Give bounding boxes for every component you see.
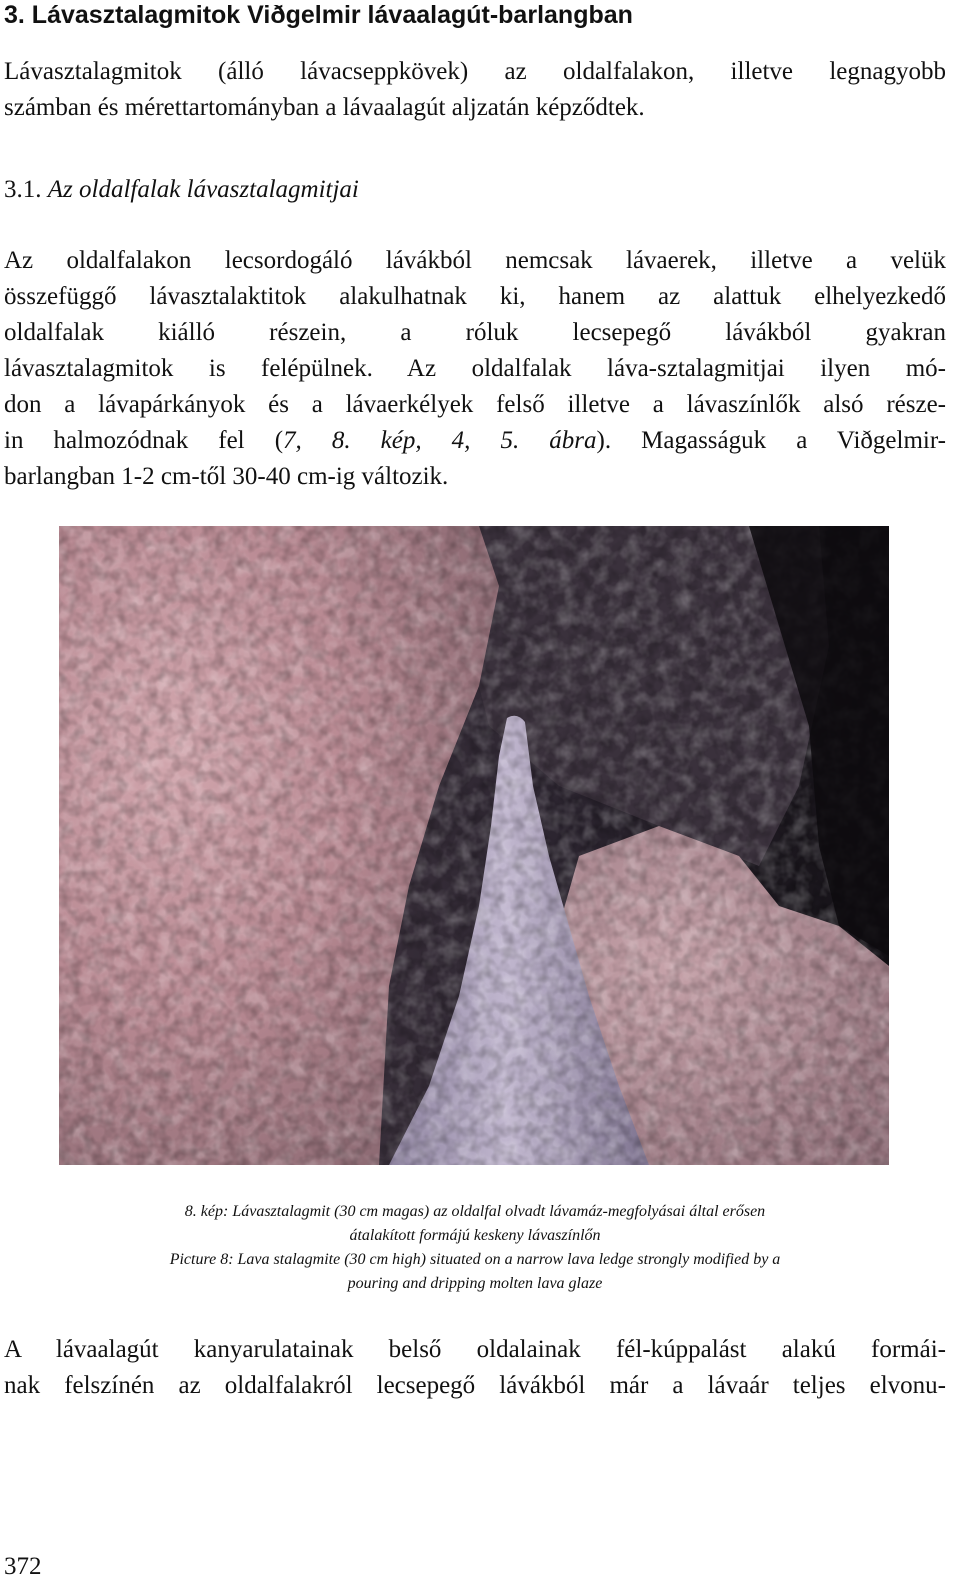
caption-english: pouring and dripping molten lava glaze	[347, 1275, 603, 1292]
text-line: barlangban 1-2 cm-től 30-40 cm-ig változik.	[4, 463, 449, 490]
text-fragment: in halmozódnak fel (	[4, 427, 284, 454]
subsection-number: 3.1.	[4, 176, 42, 203]
text-line-with-reference	[4, 423, 946, 459]
text-line: lávasztalagmitok is felépülnek. Az oldalfalak láva-sztalagmitjai ilyen mó-	[4, 355, 946, 382]
text-line: Lávasztalagmitok (álló lávacseppkövek) az oldalfalakon, illetve legnagyobb	[4, 58, 946, 85]
section-heading: 3. Lávasztalagmitok Viðgelmir lávaalagút-barlangban	[4, 1, 633, 29]
figure-reference: 7, 8. kép, 4, 5. ábra	[283, 427, 597, 454]
page-number: 372	[4, 1553, 42, 1580]
text-line: oldalfalak kiálló részein, a róluk lecsepegő lávákból gyakran	[4, 319, 946, 346]
body-paragraph-2	[4, 1332, 946, 1404]
caption-hungarian: 8. kép: Lávasztalagmit (30 cm magas) az oldalfal olvadt lávamáz-megfolyásai által erősen	[184, 1203, 766, 1220]
text-line: számban és mérettartományban a lávaalagút aljzatán képződtek.	[4, 94, 645, 121]
subsection-title: Az oldalfalak lávasztalagmitjai	[47, 176, 359, 203]
subsection-heading	[4, 172, 359, 208]
text-line: A lávaalagút kanyarulatainak belső oldalainak fél-kúppalást alakú formái-	[4, 1336, 946, 1363]
text-fragment: ). Magasságuk a Viðgelmir-	[596, 427, 946, 454]
text-line: Az oldalfalakon lecsordogáló lávákból nemcsak lávaerek, illetve a velük	[4, 247, 946, 274]
caption-english: Picture 8: Lava stalagmite (30 cm high) situated on a narrow lava ledge strongly modified by a	[169, 1251, 781, 1268]
body-paragraph-1	[4, 243, 946, 495]
figure-caption	[60, 1200, 890, 1296]
lava-stalagmite-photo	[59, 526, 889, 1165]
text-line: nak felszínén az oldalfalakról lecsepegő lávákból már a lávaár teljes elvonu-	[4, 1372, 946, 1399]
caption-hungarian: átalakított formájú keskeny lávaszínlőn	[349, 1227, 601, 1244]
text-line: don a lávapárkányok és a lávaerkélyek felső illetve a lávaszínlők alsó részе-	[4, 391, 946, 418]
intro-paragraph	[4, 54, 946, 126]
text-line: összefüggő lávasztalaktitok alakulhatnak ki, hanem az alattuk elhelyezkedő	[4, 283, 946, 310]
